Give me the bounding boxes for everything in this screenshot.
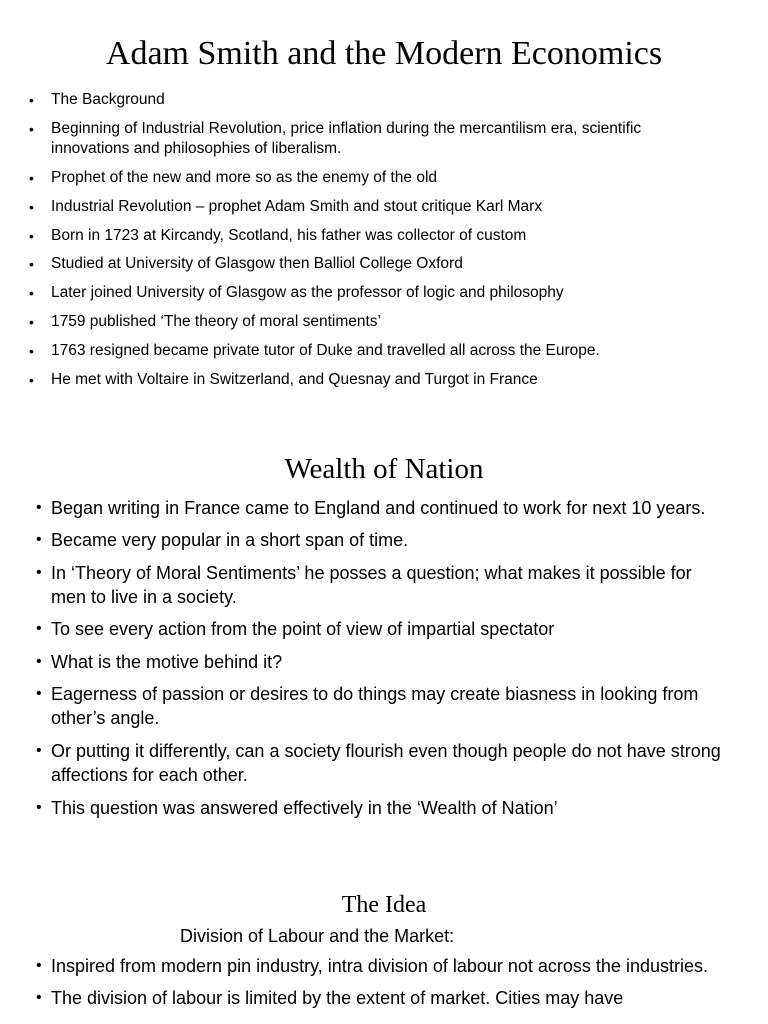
- list-item-text: Inspired from modern pin industry, intra division of labour not across the industries.: [51, 956, 708, 976]
- bullet-list: [0, 954, 768, 1011]
- slide-title: Wealth of Nation: [284, 453, 484, 485]
- list-item: [0, 90, 768, 111]
- slide-wealth-of-nation: [0, 450, 768, 828]
- slide-adam-smith: [0, 32, 768, 398]
- list-item-text: Became very popular in a short span of time.: [51, 530, 409, 551]
- slide-title: The Idea: [341, 892, 427, 918]
- bullet-icon: •: [29, 120, 34, 137]
- list-item-text: Began writing in France came to England and continued to work for next 10 years.: [51, 498, 706, 518]
- list-item: [0, 739, 768, 788]
- list-item-text: To see every action from the point of view of impartial spectator: [51, 619, 555, 640]
- list-item: [0, 341, 768, 362]
- list-item-text: Or putting it differently, can a society flourish even though people do not have strong affections for each other.: [51, 740, 721, 786]
- bullet-icon: •: [29, 314, 34, 331]
- list-item-text: This question was answered effectively in the ‘Wealth of Nation’: [51, 797, 558, 818]
- list-item: [0, 954, 768, 979]
- list-item-text: Industrial Revolution – prophet Adam Smith and stout critique Karl Marx: [51, 197, 543, 215]
- list-item: [0, 312, 768, 333]
- list-item-text: He met with Voltaire in Switzerland, and Quesnay and Turgot in France: [51, 370, 538, 388]
- list-item: [0, 197, 768, 218]
- bullet-icon: •: [29, 198, 34, 215]
- bullet-list: [0, 90, 768, 390]
- bullet-icon: •: [29, 371, 34, 388]
- bullet-icon: •: [36, 989, 42, 1007]
- bullet-icon: •: [29, 92, 34, 108]
- bullet-icon: •: [36, 957, 42, 974]
- slide-subheading: Division of Labour and the Market:: [180, 926, 455, 946]
- list-item: [0, 226, 768, 247]
- list-item: [0, 617, 768, 642]
- list-item: [0, 283, 768, 304]
- list-item-text: The division of labour is limited by the extent of market. Cities may have: [51, 988, 624, 1009]
- bullet-icon: •: [29, 227, 34, 244]
- list-item-text: In ‘Theory of Moral Sentiments’ he posses a question; what makes it possible for men to live in a society.: [51, 562, 692, 608]
- list-item: [0, 561, 768, 610]
- list-item: [0, 496, 768, 521]
- list-item: [0, 528, 768, 553]
- slide-the-idea: [0, 889, 768, 1019]
- bullet-icon: •: [29, 285, 34, 302]
- bullet-icon: •: [36, 531, 42, 549]
- list-item: [0, 650, 768, 675]
- list-item-text: The Background: [51, 91, 165, 108]
- list-item: [0, 168, 768, 189]
- list-item: [0, 682, 768, 731]
- bullet-list: [0, 496, 768, 820]
- bullet-icon: •: [36, 563, 42, 581]
- slide-title: Adam Smith and the Modern Economics: [105, 35, 663, 72]
- bullet-icon: •: [29, 256, 34, 273]
- bullet-icon: •: [29, 342, 34, 359]
- list-item: [0, 370, 768, 391]
- list-item-text: Studied at University of Glasgow then Balliol College Oxford: [51, 255, 463, 273]
- bullet-icon: •: [36, 684, 42, 702]
- bullet-icon: •: [36, 620, 42, 638]
- list-item-text: 1763 resigned became private tutor of Duke and travelled all across the Europe.: [51, 341, 600, 359]
- bullet-icon: •: [36, 499, 42, 516]
- list-item: [0, 796, 768, 821]
- list-item: [0, 119, 768, 160]
- bullet-icon: •: [36, 798, 42, 816]
- list-item-text: What is the motive behind it?: [51, 651, 283, 672]
- list-item-text: Beginning of Industrial Revolution, price inflation during the mercantilism era, scientific innovations and philosophies of liberalism.: [51, 119, 642, 158]
- list-item-text: Born in 1723 at Kircandy, Scotland, his father was collector of custom: [51, 226, 527, 244]
- bullet-icon: •: [36, 652, 42, 670]
- list-item-text: 1759 published ‘The theory of moral sentiments’: [51, 313, 381, 331]
- list-item-text: Later joined University of Glasgow as the professor of logic and philosophy: [51, 284, 564, 302]
- bullet-icon: •: [36, 741, 42, 759]
- list-item: [0, 254, 768, 275]
- list-item: [0, 986, 768, 1011]
- list-item-text: Prophet of the new and more so as the enemy of the old: [51, 169, 438, 187]
- bullet-icon: •: [29, 170, 34, 187]
- list-item-text: Eagerness of passion or desires to do things may create biasness in looking from other’s angle.: [51, 683, 699, 729]
